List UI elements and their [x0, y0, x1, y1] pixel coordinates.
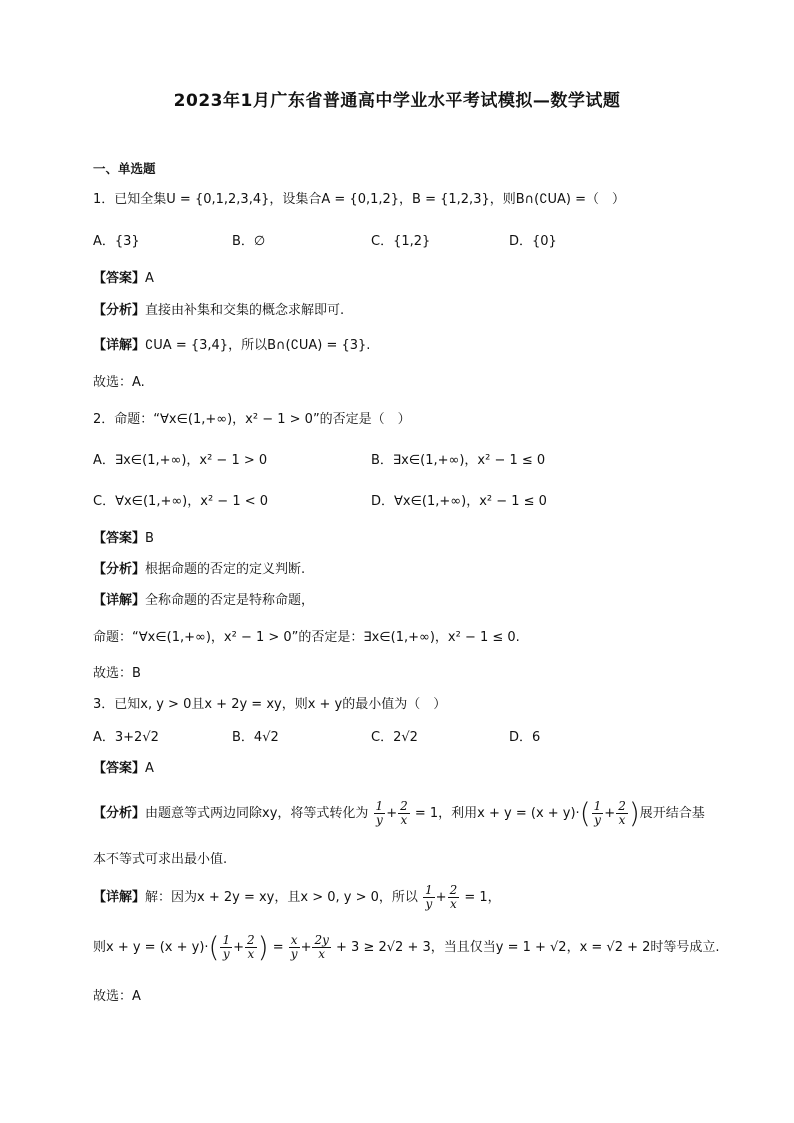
q2-analysis: 根据命题的否定的定义判断. — [145, 562, 306, 577]
q3-detail-a: 解：因为x + 2y = xy，且x > 0, y > 0，所以 — [145, 890, 418, 905]
q3-analysis-a: 由题意等式两边同除xy，将等式转化为 — [145, 806, 369, 821]
q2-option-b: B．∃x∈(1,+∞)，x² − 1 ≤ 0 — [371, 453, 546, 468]
q3-option-c: C．2√2 — [371, 730, 418, 745]
q3-analysis-row — [93, 796, 705, 832]
q3-detail-2-row — [93, 930, 720, 966]
q3-detail2-a: 则x + y = (x + y)· — [93, 940, 209, 955]
right-paren: ) — [257, 930, 269, 964]
detail-label: 【详解】 — [93, 338, 146, 353]
fraction-1-over-y: $\frac{1}{y}$ — [222, 933, 231, 961]
q1-analysis: 直接由补集和交集的概念求解即可. — [145, 303, 345, 318]
answer-label: 【答案】 — [93, 531, 146, 546]
q3-detail-row — [93, 880, 501, 916]
q2-detail: 全称命题的否定是特称命题， — [145, 593, 315, 608]
left-paren: ( — [208, 930, 220, 964]
q1-option-d: D．{0} — [509, 234, 557, 249]
q2-option-d: D．∀x∈(1,+∞)，x² − 1 ≤ 0 — [371, 494, 547, 509]
q2-option-a: A．∃x∈(1,+∞)，x² − 1 > 0 — [93, 453, 268, 468]
right-paren: ) — [628, 796, 640, 830]
q1-answer-row — [93, 270, 154, 288]
q2-analysis-row — [93, 561, 305, 579]
q3-answer: A — [145, 761, 154, 776]
answer-label: 【答案】 — [93, 271, 146, 286]
left-paren: ( — [579, 796, 591, 830]
q3-option-b: B．4√2 — [232, 730, 279, 745]
q3-detail2-b: + 3 ≥ 2√2 + 3，当且仅当y = 1 + √2，x = √2 + 2时等号成立. — [336, 940, 720, 955]
q3-option-a: A．3+2√2 — [93, 730, 159, 745]
analysis-label: 【分析】 — [93, 303, 146, 318]
q2-detail-row — [93, 592, 314, 610]
answer-label: 【答案】 — [93, 761, 146, 776]
page-title: 2023年1月广东省普通高中学业水平考试模拟—数学试题 — [173, 91, 621, 111]
q2-answer: B — [145, 531, 154, 546]
plus-sign: + — [300, 940, 312, 955]
fraction-2-over-x: $\frac{2}{x}$ — [618, 799, 626, 827]
q3-answer-row — [93, 760, 154, 778]
q1-option-b: B．∅ — [232, 234, 266, 249]
q1-stem: 1．已知全集U = {0,1,2,3,4}，设集合A = {0,1,2}，B = {1,2,3}，则B∩(∁UA) =（ ） — [93, 192, 626, 207]
q3-analysis-c: 展开结合基 — [639, 806, 705, 821]
analysis-label: 【分析】 — [93, 806, 146, 821]
q3-option-d: D．6 — [509, 730, 541, 745]
q1-analysis-row — [93, 302, 344, 320]
fraction-1-over-y: $\frac{1}{y}$ — [593, 799, 602, 827]
fraction-2-over-x: $\frac{2}{x}$ — [449, 883, 458, 911]
q3-choice: 故选：A — [93, 989, 141, 1004]
plus-sign: + — [604, 806, 616, 821]
q1-option-a: A．{3} — [93, 234, 140, 249]
plus-sign: + — [386, 806, 398, 821]
section-heading: 一、单选题 — [93, 161, 156, 176]
fraction-2-over-x: $\frac{2}{x}$ — [247, 933, 255, 961]
fraction-2y-over-x: $\frac{2y}{x}$ — [314, 933, 329, 961]
detail-label: 【详解】 — [93, 890, 146, 905]
analysis-label: 【分析】 — [93, 562, 146, 577]
detail-label: 【详解】 — [93, 593, 146, 608]
q1-answer: A — [145, 271, 154, 286]
equals-sign: = — [272, 940, 284, 955]
q1-choice: 故选：A. — [93, 375, 145, 390]
q2-stem: 2．命题：“∀x∈(1,+∞)，x² − 1 > 0”的否定是（ ） — [93, 412, 411, 427]
q1-detail-row — [93, 337, 370, 355]
q3-stem: 3．已知x, y > 0且x + 2y = xy，则x + y的最小值为（ ） — [93, 697, 447, 712]
q3-analysis-d: 本不等式可求出最小值. — [93, 852, 228, 867]
fraction-1-over-y: $\frac{1}{y}$ — [375, 799, 384, 827]
q3-detail-b: = 1， — [464, 890, 501, 905]
fraction-x-over-y: $\frac{x}{y}$ — [290, 933, 298, 961]
q1-detail: ∁UA = {3,4}，所以B∩(∁UA) = {3}. — [145, 338, 371, 353]
plus-sign: + — [435, 890, 447, 905]
q2-option-c: C．∀x∈(1,+∞)，x² − 1 < 0 — [93, 494, 269, 509]
fraction-1-over-y: $\frac{1}{y}$ — [425, 883, 433, 911]
q2-answer-row — [93, 530, 154, 548]
q1-option-c: C．{1,2} — [371, 234, 431, 249]
q2-choice: 故选：B — [93, 666, 141, 681]
q2-detail-2: 命题：“∀x∈(1,+∞)，x² − 1 > 0”的否定是：∃x∈(1,+∞)，x² − 1 ≤ 0. — [93, 630, 520, 645]
q3-analysis-b: = 1，利用x + y = (x + y)· — [414, 806, 580, 821]
plus-sign: + — [233, 940, 245, 955]
fraction-2-over-x: $\frac{2}{x}$ — [400, 799, 408, 827]
